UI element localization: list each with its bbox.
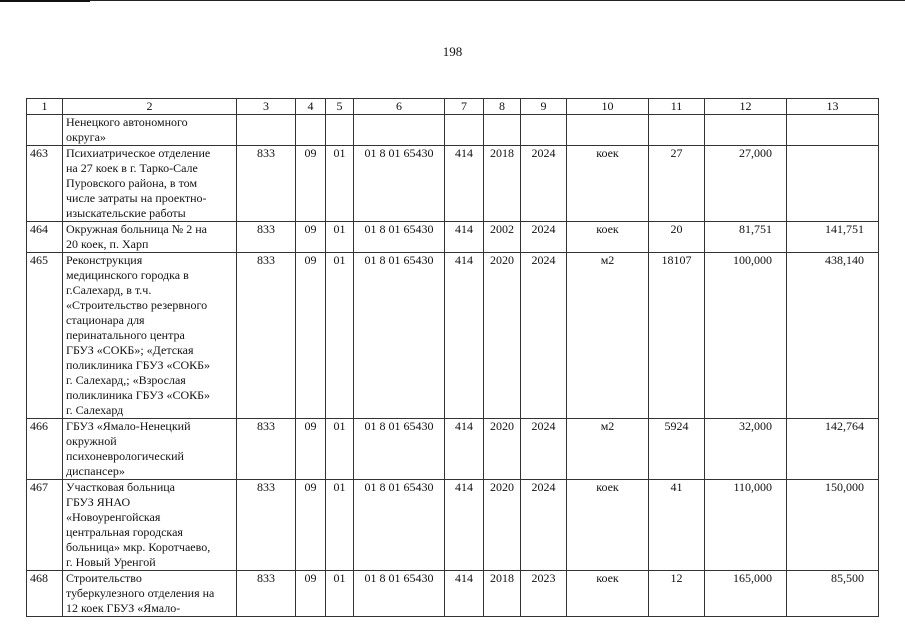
- capacity-cell: 18107: [649, 253, 705, 419]
- end-year-cell: 2023: [521, 571, 567, 617]
- header-cell: 7: [445, 99, 484, 115]
- subsection-cell: 01: [326, 480, 354, 571]
- amount-cell: 100,000: [705, 253, 787, 419]
- section-cell: 09: [296, 253, 326, 419]
- empty-cell: [296, 115, 326, 146]
- row-number-cell: 465: [27, 253, 63, 419]
- empty-cell: [445, 115, 484, 146]
- empty-cell: [326, 115, 354, 146]
- object-name-cell: Ненецкого автономного округа»: [63, 115, 237, 146]
- amount-cell: 81,751: [705, 222, 787, 253]
- start-year-cell: 2020: [484, 419, 521, 480]
- row-number-cell: 467: [27, 480, 63, 571]
- end-year-cell: 2024: [521, 146, 567, 222]
- code-cell: 833: [237, 571, 296, 617]
- header-cell: 10: [567, 99, 649, 115]
- start-year-cell: 2018: [484, 571, 521, 617]
- continuation-row: [27, 115, 879, 146]
- code-cell: 833: [237, 419, 296, 480]
- object-name-cell: Окружная больница № 2 на 20 коек, п. Харп: [63, 222, 237, 253]
- amount-cell: 110,000: [705, 480, 787, 571]
- target-article-cell: 01 8 01 65430: [354, 253, 445, 419]
- amount-total-cell: 141,751: [787, 222, 879, 253]
- unit-cell: м2: [567, 419, 649, 480]
- row-number-cell: [27, 115, 63, 146]
- top-border-mark: [0, 0, 90, 2]
- header-cell: 5: [326, 99, 354, 115]
- end-year-cell: 2024: [521, 222, 567, 253]
- amount-total-cell: 150,000: [787, 480, 879, 571]
- expense-type-cell: 414: [445, 253, 484, 419]
- expense-type-cell: 414: [445, 419, 484, 480]
- section-cell: 09: [296, 419, 326, 480]
- table-row: [27, 222, 879, 253]
- header-cell: 6: [354, 99, 445, 115]
- amount-total-cell: 438,140: [787, 253, 879, 419]
- empty-cell: [787, 115, 879, 146]
- header-row: [27, 99, 879, 115]
- section-cell: 09: [296, 146, 326, 222]
- start-year-cell: 2020: [484, 253, 521, 419]
- capacity-cell: 27: [649, 146, 705, 222]
- expense-type-cell: 414: [445, 146, 484, 222]
- target-article-cell: 01 8 01 65430: [354, 146, 445, 222]
- row-number-cell: 464: [27, 222, 63, 253]
- header-cell: 9: [521, 99, 567, 115]
- end-year-cell: 2024: [521, 419, 567, 480]
- subsection-cell: 01: [326, 571, 354, 617]
- row-number-cell: 466: [27, 419, 63, 480]
- unit-cell: коек: [567, 571, 649, 617]
- header-cell: 1: [27, 99, 63, 115]
- table-row: [27, 480, 879, 571]
- header-cell: 12: [705, 99, 787, 115]
- empty-cell: [237, 115, 296, 146]
- header-cell: 13: [787, 99, 879, 115]
- table-row: [27, 253, 879, 419]
- table-row: [27, 571, 879, 617]
- object-name-cell: Психиатрическое отделение на 27 коек в г. Тарко-Сале Пуровского района, в том числе затраты на проектно- изыскательские работы: [63, 146, 237, 222]
- row-number-cell: 468: [27, 571, 63, 617]
- start-year-cell: 2020: [484, 480, 521, 571]
- subsection-cell: 01: [326, 419, 354, 480]
- amount-total-cell: 85,500: [787, 571, 879, 617]
- start-year-cell: 2002: [484, 222, 521, 253]
- unit-cell: коек: [567, 222, 649, 253]
- empty-cell: [521, 115, 567, 146]
- capacity-cell: 5924: [649, 419, 705, 480]
- object-name-cell: Строительство туберкулезного отделения на 12 коек ГБУЗ «Ямало-: [63, 571, 237, 617]
- header-cell: 11: [649, 99, 705, 115]
- object-name-cell: ГБУЗ «Ямало-Ненецкий окружной психоневрологический диспансер»: [63, 419, 237, 480]
- target-article-cell: 01 8 01 65430: [354, 222, 445, 253]
- table-row: [27, 419, 879, 480]
- object-name-cell: Реконструкция медицинского городка в г.Салехард, в т.ч. «Строительство резервного стационара для перинатального центра ГБУЗ «СОКБ»; «Детская поликлиника ГБУЗ «СОКБ» г. Салехард,; «Взрослая поликлиника ГБУЗ «СОКБ» г. Салехард: [63, 253, 237, 419]
- budget-table: [26, 98, 879, 617]
- capacity-cell: 41: [649, 480, 705, 571]
- empty-cell: [567, 115, 649, 146]
- target-article-cell: 01 8 01 65430: [354, 571, 445, 617]
- top-border-line: [0, 0, 905, 1]
- empty-cell: [705, 115, 787, 146]
- code-cell: 833: [237, 480, 296, 571]
- header-cell: 2: [63, 99, 237, 115]
- code-cell: 833: [237, 253, 296, 419]
- subsection-cell: 01: [326, 253, 354, 419]
- empty-cell: [484, 115, 521, 146]
- header-cell: 3: [237, 99, 296, 115]
- end-year-cell: 2024: [521, 253, 567, 419]
- object-name-cell: Участковая больница ГБУЗ ЯНАО «Новоуренгойская центральная городская больница» мкр. Коротчаево, г. Новый Уренгой: [63, 480, 237, 571]
- end-year-cell: 2024: [521, 480, 567, 571]
- expense-type-cell: 414: [445, 571, 484, 617]
- unit-cell: м2: [567, 253, 649, 419]
- expense-type-cell: 414: [445, 480, 484, 571]
- unit-cell: коек: [567, 480, 649, 571]
- subsection-cell: 01: [326, 222, 354, 253]
- table-row: [27, 146, 879, 222]
- section-cell: 09: [296, 480, 326, 571]
- section-cell: 09: [296, 222, 326, 253]
- capacity-cell: 12: [649, 571, 705, 617]
- amount-cell: 32,000: [705, 419, 787, 480]
- amount-total-cell: 142,764: [787, 419, 879, 480]
- header-cell: 8: [484, 99, 521, 115]
- section-cell: 09: [296, 571, 326, 617]
- unit-cell: коек: [567, 146, 649, 222]
- code-cell: 833: [237, 222, 296, 253]
- empty-cell: [354, 115, 445, 146]
- header-cell: 4: [296, 99, 326, 115]
- page-number: 198: [442, 44, 463, 59]
- expense-type-cell: 414: [445, 222, 484, 253]
- code-cell: 833: [237, 146, 296, 222]
- target-article-cell: 01 8 01 65430: [354, 480, 445, 571]
- amount-cell: 165,000: [705, 571, 787, 617]
- subsection-cell: 01: [326, 146, 354, 222]
- amount-total-cell: [787, 146, 879, 222]
- amount-cell: 27,000: [705, 146, 787, 222]
- row-number-cell: 463: [27, 146, 63, 222]
- empty-cell: [649, 115, 705, 146]
- target-article-cell: 01 8 01 65430: [354, 419, 445, 480]
- capacity-cell: 20: [649, 222, 705, 253]
- start-year-cell: 2018: [484, 146, 521, 222]
